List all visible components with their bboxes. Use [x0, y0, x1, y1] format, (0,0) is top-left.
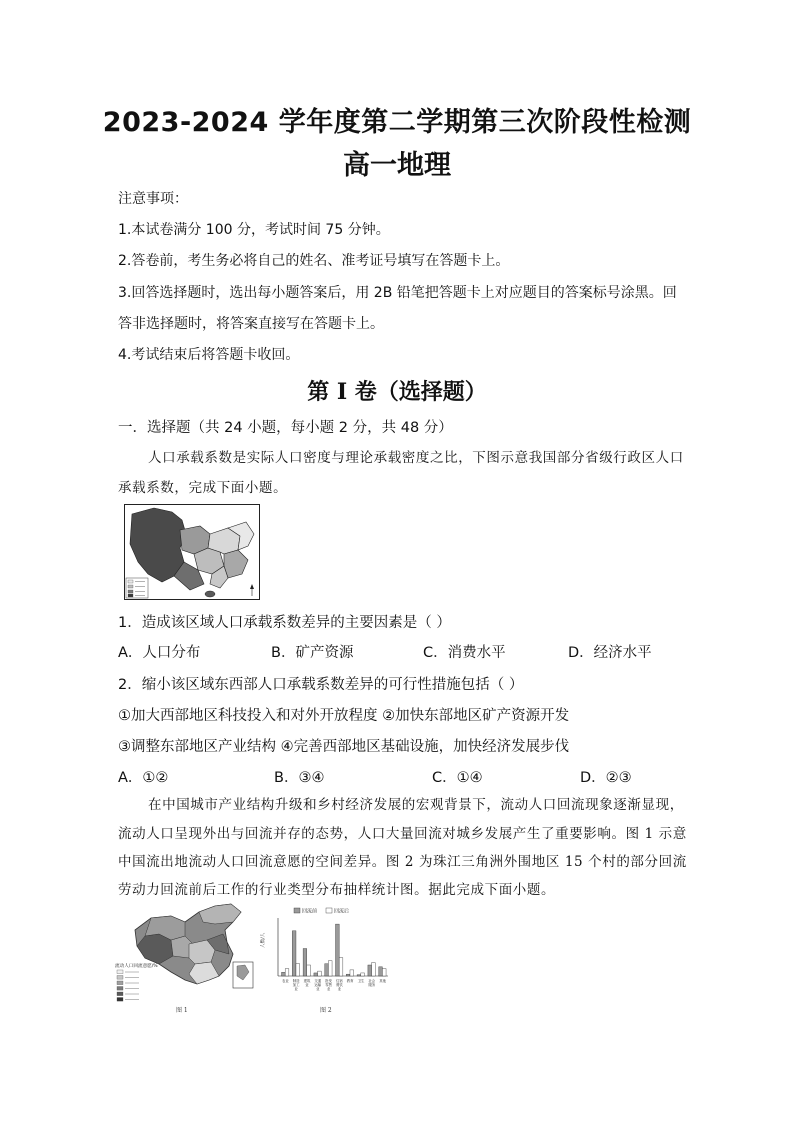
passage-line: 劳动力回流前后工作的行业类型分布抽样统计图。据此完成下面小题。: [118, 882, 556, 898]
notice-item: 2.答卷前，考生务必将自己的姓名、准考证号填写在答题卡上。: [118, 253, 510, 269]
category-label-4: 批发零售业: [325, 979, 332, 991]
passage-line: 人口承载系数是实际人口密度与理论承载密度之比，下图示意我国部分省级行政区人口: [148, 450, 684, 466]
section-title: 第 I 卷（选择题）: [307, 379, 487, 405]
category-label-9: 其他: [379, 979, 386, 983]
q2-statement-line: ①加大西部地区科技投入和对外开放程度 ②加快东部地区矿产资源开发: [118, 708, 570, 724]
notice-item: 3.回答选择题时，选出每小题答案后，用 2B 铅笔把答题卡上对应题目的答案标号涂黑。回: [118, 285, 677, 301]
category-label-3: 交通运输业: [314, 979, 322, 991]
category-label-7: 卫生: [357, 979, 365, 983]
bar-after-5: [339, 958, 343, 976]
category-label-0: 农业: [282, 979, 289, 983]
map-legend: [115, 962, 158, 1001]
passage-line: 流动人口呈现外出与回流并存的态势，人口大量回流对城乡发展产生了重要影响。图 1 示意: [118, 826, 687, 842]
bar-after-7: [361, 973, 365, 976]
bar-after-2: [307, 965, 311, 976]
passage-line: 中国流出地流动人口回流意愿的空间差异。图 2 为珠江三角洲外围地区 15 个村的部分回流: [118, 854, 687, 870]
y-axis-label: 人数/人: [261, 932, 266, 948]
figure-2-caption: 图 2: [320, 1007, 332, 1014]
legend-label-after: 回流后: [334, 908, 350, 915]
bar-before-1: [292, 931, 296, 976]
category-label-8: 社会服务: [368, 979, 376, 987]
fig2-bar-chart: [261, 906, 392, 1002]
legend-title: 流动人口回流意愿/%: [115, 964, 158, 969]
bar-before-7: [357, 975, 361, 976]
q1-option-d[interactable]: D．经济水平: [568, 645, 652, 661]
bar-before-3: [314, 973, 318, 976]
category-label-1: 制造加工业: [292, 979, 300, 991]
bar-before-6: [346, 974, 350, 976]
q1-option-b[interactable]: B．矿产资源: [271, 645, 354, 661]
map-legend: [126, 578, 148, 598]
legend-label-before: 回流前: [302, 908, 318, 915]
legend-swatch-after: [326, 908, 332, 913]
question-1-stem: 1．造成该区域人口承载系数差异的主要因素是（ ）: [118, 615, 451, 631]
bar-before-8: [368, 965, 372, 976]
legend-swatch-before: [294, 908, 300, 913]
bar-before-2: [303, 949, 307, 976]
notice-item: 4.考试结束后将答题卡收回。: [118, 347, 300, 363]
notice-heading: 注意事项：: [118, 191, 188, 207]
subject-title: 高一地理: [343, 150, 451, 181]
q2-statement-line: ③调整东部地区产业结构 ④完善西部地区基础设施，加快经济发展步伐: [118, 739, 570, 755]
q1-option-a[interactable]: A．人口分布: [118, 645, 201, 661]
q2-option-d[interactable]: D．②③: [580, 770, 632, 786]
bar-after-8: [372, 963, 376, 976]
bar-after-6: [350, 970, 354, 976]
q1-option-c[interactable]: C．消费水平: [423, 645, 506, 661]
bar-after-1: [296, 964, 300, 976]
bar-before-9: [379, 967, 383, 976]
province-shape: [199, 904, 241, 924]
figure-1-caption: 图 1: [176, 1007, 188, 1014]
population-capacity-map: [124, 504, 260, 600]
bar-after-4: [328, 961, 332, 976]
bar-before-5: [336, 924, 340, 976]
q2-option-a[interactable]: A．①②: [118, 770, 169, 786]
category-label-5: 住宿餐饮业: [336, 979, 343, 991]
q2-option-c[interactable]: C．①④: [432, 770, 483, 786]
question-2-stem: 2．缩小该区域东西部人口承载系数差异的可行性措施包括（ ）: [118, 677, 524, 693]
notice-item: 答非选择题时，将答案直接写在答题卡上。: [118, 316, 384, 332]
exam-title: 2023-2024 学年度第二学期第三次阶段性检测: [102, 107, 692, 138]
notice-item: 1.本试卷满分 100 分，考试时间 75 分钟。: [118, 222, 390, 238]
passage-line: 在中国城市产业结构升级和乡村经济发展的宏观背景下，流动人口回流现象逐渐显现，: [148, 797, 684, 813]
bar-before-0: [282, 972, 286, 976]
category-label-6: 教育: [346, 979, 354, 983]
passage-line: 承载系数，完成下面小题。: [118, 480, 288, 496]
bar-before-4: [325, 964, 329, 976]
china-return-willingness-map: [115, 900, 261, 1002]
bar-after-9: [382, 969, 386, 976]
part-heading: 一．选择题（共 24 小题，每小题 2 分，共 48 分）: [118, 420, 453, 436]
bar-after-0: [285, 969, 289, 976]
bar-after-3: [318, 971, 322, 976]
q2-option-b[interactable]: B．③④: [274, 770, 325, 786]
category-label-2: 建筑业: [303, 979, 311, 987]
island-shape: [205, 591, 215, 597]
